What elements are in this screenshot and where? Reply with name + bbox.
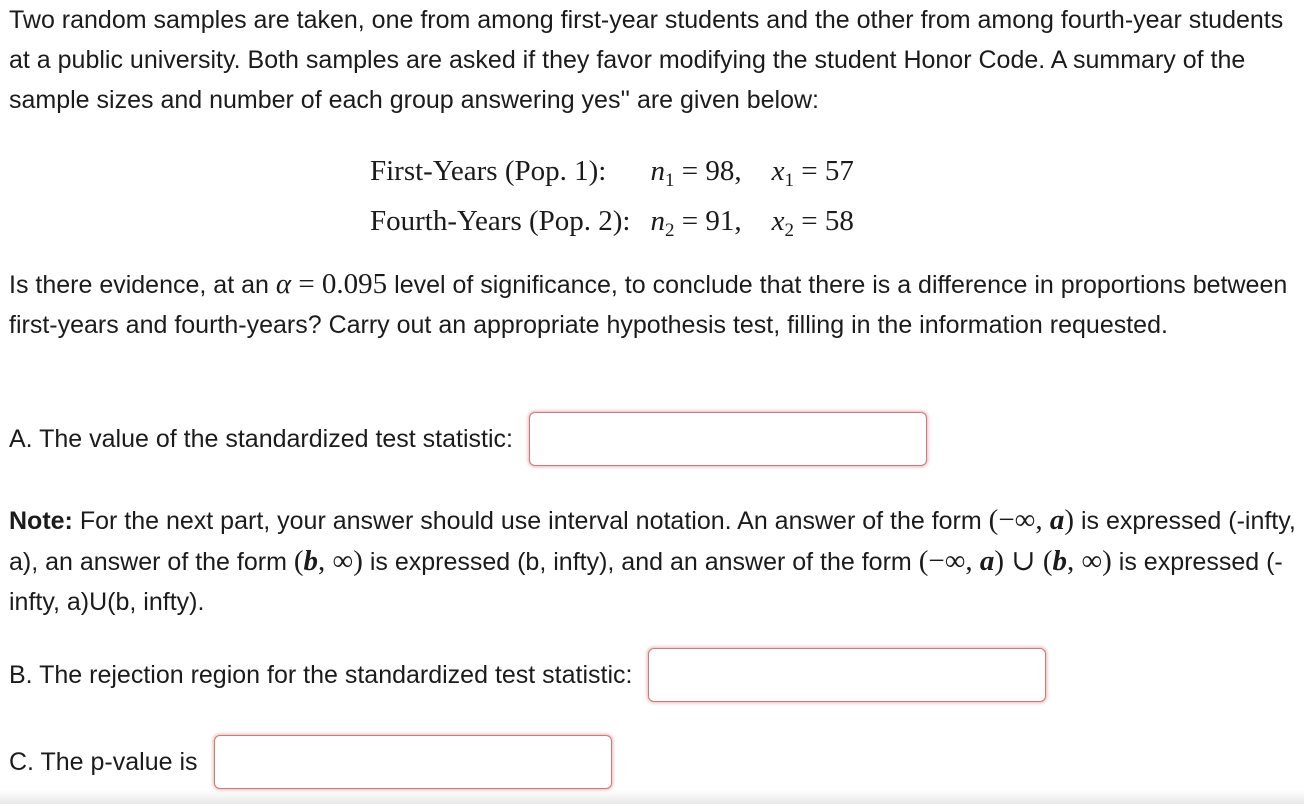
part-b-row xyxy=(9,648,1046,702)
part-c-label: C. The p-value is xyxy=(9,748,198,776)
interval-right: (b, ∞) xyxy=(293,545,363,577)
part-c-row xyxy=(9,735,612,789)
part-b-label: B. The rejection region for the standardized test statistic: xyxy=(9,661,633,689)
yes-count: $x_2 = 58$ xyxy=(771,205,854,241)
test-statistic-input[interactable] xyxy=(529,412,927,466)
note-paragraph: Note: For the next part, your answer should use interval notation. An answer of the form (−∞, a) is expressed (-infty, a), an answer of the form (b, ∞) is expressed (b, infty), and an answer of the form (−∞, a) ∪ (b, ∞) is expressed (-infty, a)U(b, infty). xyxy=(9,504,1296,616)
population-label: Fourth-Years (Pop. 2): xyxy=(370,205,631,237)
table-row xyxy=(370,196,854,246)
note-label: Note: xyxy=(9,507,73,535)
rejection-region-input[interactable] xyxy=(648,648,1046,702)
yes-count: $x_1 = 57$ xyxy=(771,155,854,191)
population-label: First-Years (Pop. 1): xyxy=(370,155,607,187)
alpha-expression: α = 0.095 xyxy=(275,268,388,300)
bottom-shadow xyxy=(0,790,1304,804)
interval-union: (−∞, a) ∪ (b, ∞) xyxy=(918,545,1112,577)
question-paragraph: Is there evidence, at an α = 0.095 level of significance, to conclude that there is a difference in proportions between first-years and fourth-years? Carry out an appropriate hypothesis test, filling in the information requested. xyxy=(9,268,1288,339)
sample-summary-table xyxy=(370,146,854,246)
part-a-label: A. The value of the standardized test statistic: xyxy=(9,425,513,453)
interval-left: (−∞, a) xyxy=(988,504,1075,536)
part-a-row xyxy=(9,412,927,466)
sample-size: $n_2 = 91$, xyxy=(650,205,742,241)
sample-size: $n_1 = 98$, xyxy=(650,155,742,191)
intro-paragraph xyxy=(9,0,1301,120)
table-row xyxy=(370,146,854,196)
p-value-input[interactable] xyxy=(214,735,612,789)
intro-text: Two random samples are taken, one from among first-year students and the other from among fourth-year students at a public university. Both samples are asked if they favor modifying the student Honor Code. A summary of the sample sizes and number of each group answering yes'' are given below: xyxy=(9,6,1284,114)
